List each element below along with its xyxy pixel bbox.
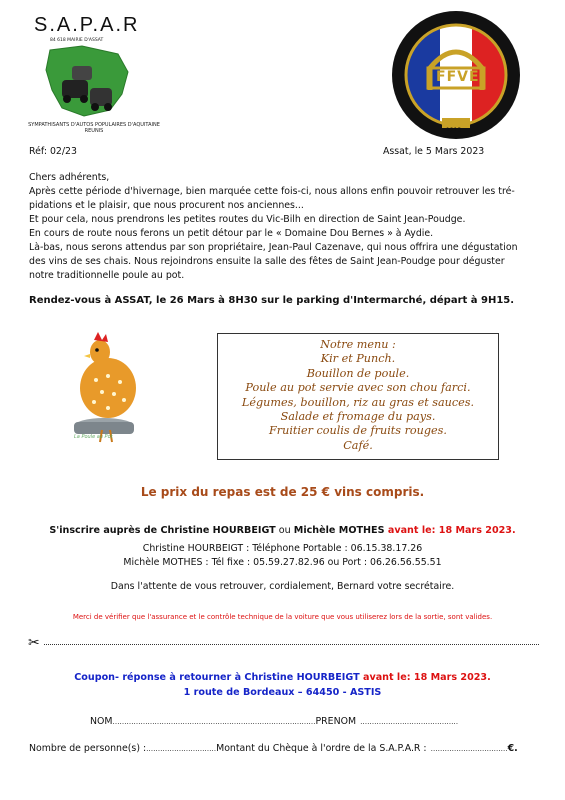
menu-box bbox=[217, 333, 499, 460]
menu-item: Salade et fromage du pays. bbox=[280, 410, 436, 424]
menu-item: Légumes, bouillon, riz au gras et sauces. bbox=[241, 395, 475, 409]
nom-row bbox=[90, 715, 458, 730]
insurance-notice: Merci de vérifier que l'assurance et le contrôle technique de la voiture que vous utiliserez lors de la sortie, sont valides. bbox=[72, 613, 493, 621]
coupon-address: 1 route de Bordeaux – 64450 - ASTIS bbox=[183, 687, 382, 698]
paragraph-2: Et pour cela, nous prendrons les petites routes du Vic-Bilh en direction de Saint Jean-Poudge. bbox=[29, 214, 466, 225]
nom-label: NOM bbox=[90, 716, 113, 727]
nombre-label: Nombre de personne(s) : bbox=[29, 743, 147, 754]
paragraph-4c: notre traditionnelle poule au pot. bbox=[29, 270, 185, 281]
nombre-field[interactable]: ………………………… bbox=[146, 745, 217, 753]
prenom-label: PRENOM bbox=[315, 716, 357, 727]
closing: Dans l'attente de vous retrouver, cordialement, Bernard votre secrétaire. bbox=[110, 581, 455, 592]
prenom-field[interactable]: …………………………………… bbox=[360, 718, 459, 726]
menu-item: Poule au pot servie avec son chou farci. bbox=[245, 381, 471, 395]
sapar-address: 84 618 MAIRIE D'ASSAT bbox=[50, 38, 104, 43]
nom-field[interactable]: …………………………………………………………………………… bbox=[112, 718, 316, 726]
paragraph-4a: Là-bas, nous serons attendus par son propriétaire, Jean-Paul Cazenave, qui nous offrira une dégustation bbox=[29, 242, 518, 253]
sapar-logo bbox=[10, 10, 160, 142]
illustration-caption: La Poule au Pot bbox=[74, 434, 113, 440]
registration-deadline: avant le: 18 Mars 2023. bbox=[384, 525, 516, 536]
cut-line bbox=[44, 644, 539, 645]
contact-christine: Christine HOURBEIGT : Téléphone Portable : 06.15.38.17.26 bbox=[142, 543, 423, 554]
menu-item: Kir et Punch. bbox=[320, 352, 396, 366]
reference: Réf: 02/23 bbox=[29, 146, 77, 157]
price: Le prix du repas est de 25 € vins compris. bbox=[140, 485, 425, 499]
scissors-icon: ✂ bbox=[28, 635, 40, 651]
menu-title: Notre menu : bbox=[320, 338, 396, 351]
ffve-year: 1213 bbox=[446, 127, 462, 134]
rendezvous: Rendez-vous à ASSAT, le 26 Mars à 8H30 sur le parking d'Intermarché, départ à 9H15. bbox=[29, 295, 515, 306]
coupon-deadline: avant le: 18 Mars 2023. bbox=[359, 672, 491, 683]
paragraph-4b: des vins de ses chais. Nous rejoindrons ensuite la salle des fêtes de Saint Jean-Poudge pour déguster bbox=[29, 256, 505, 267]
coupon-line-1 bbox=[0, 672, 565, 683]
coupon-return-to: Coupon- réponse à retourner à Christine HOURBEIGT bbox=[74, 672, 360, 683]
sapar-title: S.A.P.A.R bbox=[34, 14, 140, 36]
poule-au-pot-illustration bbox=[56, 330, 156, 448]
menu-item: Bouillon de poule. bbox=[306, 366, 410, 380]
registration-or: ou bbox=[275, 525, 294, 536]
ffve-name: FEDERATION FRANCAISE DES VEHICULES D'EPOQUE bbox=[396, 7, 516, 12]
ffve-mark: FFVE bbox=[436, 69, 480, 85]
menu-item: Fruitier coulis de fruits rouges. bbox=[269, 424, 447, 438]
nombre-row bbox=[29, 742, 518, 757]
euro-sign: €. bbox=[507, 743, 518, 754]
paragraph-1b: pidations et le plaisir, que nous procurent nos anciennes... bbox=[29, 200, 304, 211]
registration-prefix: S'inscrire auprès de Christine HOURBEIGT bbox=[49, 525, 276, 536]
menu-item: Café. bbox=[343, 438, 373, 452]
montant-field[interactable]: …………………………… bbox=[430, 745, 508, 753]
registration-name2: Michèle MOTHES bbox=[293, 525, 385, 536]
letter-date: Assat, le 5 Mars 2023 bbox=[383, 146, 485, 157]
registration-line bbox=[0, 525, 565, 536]
contact-michele: Michèle MOTHES : Tél fixe : 05.59.27.82.96 ou Port : 06.26.56.55.51 bbox=[123, 557, 442, 568]
ffve-logo bbox=[388, 8, 524, 142]
greeting: Chers adhérents, bbox=[29, 172, 110, 183]
montant-label: Montant du Chèque à l'ordre de la S.A.P.A.R : bbox=[216, 743, 427, 754]
sapar-motto: SYMPATHISANTS D'AUTOS POPULAIRES D'AQUITAINE REUNIS bbox=[28, 122, 160, 134]
paragraph-1a: Après cette période d'hivernage, bien marquée cette fois-ci, nous allons enfin pouvoir retrouver les tré- bbox=[29, 186, 515, 197]
paragraph-3: En cours de route nous ferons un petit détour par le « Domaine Dou Bernes » à Aydie. bbox=[29, 228, 434, 239]
